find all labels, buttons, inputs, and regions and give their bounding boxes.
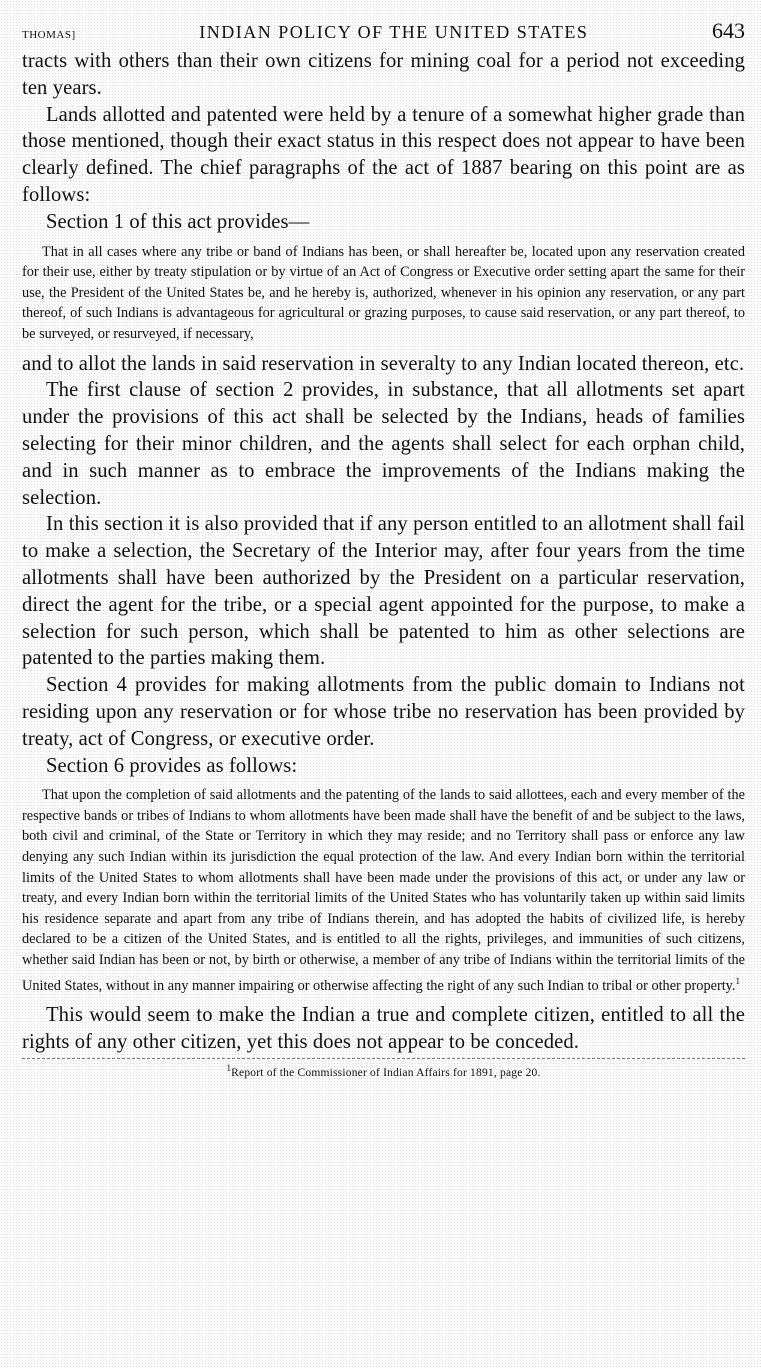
paragraph-land-tenure: Lands allotted and patented were held by a tenure of a somewhat higher grade than those mentioned, though their exact status in this respect does not appear to have been clearly defined. The chief paragraphs of the act of 1887 bearing on this point are as follows:: [22, 103, 745, 206]
footnote-divider: [22, 1058, 745, 1059]
footnote-mark: 1: [226, 1062, 232, 1073]
paragraph-section-2: The first clause of section 2 provides, in substance, that all allotments set apart under the provisions of this act shall be selected by the Indians, heads of families selecting for their minor children, and the agents shall select for each orphan child, and in such manner as to embrace the improvements of the Indians making the selection.: [22, 379, 745, 509]
quote-section-6-body: That upon the completion of said allotments and the patenting of the lands to said allottees, each and every member of the respective bands or tribes of Indians to whom allotments have been made shall have the benefit of and be subject to the laws, both civil and criminal, of the State or Territory in which they may reside; and no Territory shall pass or enforce any law denying any such Indian within its jurisdiction the equal protection of the law. And every Indian born within the territorial limits of the United States to whom allotments shall have been made under the provisions of this act, or under any law or treaty, and every Indian born within the territorial limits of the United States who has voluntarily taken up within said limits his residence separate and apart from any tribe of Indians therein, and has adopted the habits of civilized life, is hereby declared to be a citizen of the United States, and is entitled to all the rights, privileges, and immunities of such citizens, whether said Indian has been or not, by birth or otherwise, a member of any tribe of Indians within the territorial limits of the United States, without in any manner impairing or otherwise affecting the right of any such Indian to tribal or other property.: [22, 787, 745, 994]
running-head-author: THOMAS]: [22, 29, 76, 41]
paragraph-section-2-secretary: In this section it is also provided that if any person entitled to an allotment shall fail to make a selection, the Secretary of the Interior may, after four years from the time allotments shall have been authorized by the President on a particular reservation, direct the agent for the tribe, or a special agent appointed for the purpose, to make a selection for such person, which shall be patented to him as other selections are patented to the parties making them.: [22, 513, 745, 670]
paragraph-allot-lands: and to allot the lands in said reservation in severalty to any Indian located thereon, etc.: [22, 352, 745, 375]
block-quote-section-6: [22, 785, 745, 996]
page-number: 643: [711, 18, 745, 43]
running-head: [22, 18, 745, 48]
paragraph-conclusion: This would seem to make the Indian a true and complete citizen, entitled to all the rights of any other citizen, yet this does not appear to be conceded.: [22, 1004, 745, 1053]
paragraph-continuation: tracts with others than their own citizens for mining coal for a period not exceeding ten years.: [22, 50, 745, 99]
running-head-title: INDIAN POLICY OF THE UNITED STATES: [199, 22, 589, 42]
quote-section-1-text: That in all cases where any tribe or band of Indians has been, or shall hereafter be, located upon any reservation created for their use, either by treaty stipulation or by virtue of an Act of Congress or Executive order setting apart the same for their use, the President of the United States be, and he hereby is, authorized, whenever in his opinion any reservation, or any part thereof, of such Indians is advantageous for agricultural or grazing purposes, to cause said reservation, or any part thereof, to be surveyed, or resurveyed, if necessary,: [22, 243, 745, 342]
footnote-text: Report of the Commissioner of Indian Affairs for 1891, page 20.: [231, 1066, 541, 1079]
paragraph-section-1-intro: Section 1 of this act provides—: [46, 210, 310, 233]
paragraph-section-6-intro: Section 6 provides as follows:: [46, 754, 298, 777]
footnote: [22, 1063, 745, 1079]
quote-section-6-text: [22, 785, 745, 996]
paragraph-section-4: Section 4 provides for making allotments from the public domain to Indians not residing upon any reservation or for whose tribe no reservation has been provided by treaty, act of Congress, or executive order.: [22, 674, 745, 750]
footnote-reference[interactable]: 1: [735, 975, 740, 986]
block-quote-section-1: [22, 242, 745, 345]
